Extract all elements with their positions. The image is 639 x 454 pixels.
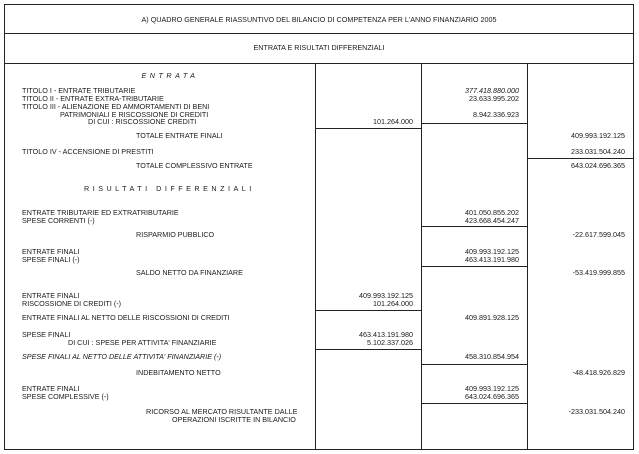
- report-subtitle: ENTRATA E RISULTATI DIFFERENZIALI: [253, 43, 385, 52]
- s1-a-label: ENTRATE TRIBUTARIE ED EXTRATRIBUTARIE: [22, 208, 179, 217]
- s2-a-label: ENTRATE FINALI: [22, 247, 80, 256]
- s1-total-label: RISPARMIO PUBBLICO: [136, 230, 215, 239]
- s5-total-label: INDEBITAMENTO NETTO: [136, 368, 221, 377]
- header-divider-top: [4, 33, 634, 34]
- s6-b-label: SPESE COMPLESSIVE (-): [22, 392, 109, 401]
- s4-a-value: 463.413.191.980: [359, 330, 413, 339]
- column-divider-3: [527, 63, 528, 450]
- s4-b-value: 5.102.337.026: [367, 338, 413, 347]
- s3-a-value: 409.993.192.125: [359, 291, 413, 300]
- s6-total-label-1: RICORSO AL MERCATO RISULTANTE DALLE: [146, 407, 298, 416]
- dicui-value: 101.264.000: [373, 117, 413, 126]
- titolo2-label: TITOLO II - ENTRATE EXTRA-TRIBUTARIE: [22, 94, 164, 103]
- s2-b-value: 463.413.191.980: [465, 255, 519, 264]
- s2-b-label: SPESE FINALI (-): [22, 255, 80, 264]
- totale-finali-label: TOTALE ENTRATE FINALI: [136, 131, 223, 140]
- report-frame: [4, 4, 634, 450]
- s4-total-value: 458.310.854.954: [465, 352, 519, 361]
- s6-total-value: -233.031.504.240: [568, 407, 625, 416]
- s5-total-value: -48.418.926.829: [572, 368, 625, 377]
- s4-total-label: SPESE FINALI AL NETTO DELLE ATTIVITA' FINANZIARIE (-): [22, 352, 222, 361]
- rule-s5: [421, 364, 527, 365]
- titolo3-label-1: TITOLO III - ALIENAZIONE ED AMMORTAMENTI DI BENI: [22, 102, 210, 111]
- s3-b-label: RISCOSSIONE DI CREDITI (-): [22, 299, 122, 308]
- header-divider-bottom: [4, 63, 634, 64]
- totale-finali-value: 409.993.192.125: [571, 131, 625, 140]
- totale-complessivo-value: 643.024.696.365: [571, 161, 625, 170]
- s3-total-value: 409.891.928.125: [465, 313, 519, 322]
- s1-b-value: 423.668.454.247: [465, 216, 519, 225]
- s6-total-label-2: OPERAZIONI ISCRITTE IN BILANCIO: [172, 415, 296, 424]
- titolo3-value: 8.942.336.923: [473, 110, 519, 119]
- totale-complessivo-label: TOTALE COMPLESSIVO ENTRATE: [136, 161, 253, 170]
- s2-total-value: -53.419.999.855: [572, 268, 625, 277]
- s1-total-value: -22.617.599.045: [572, 230, 625, 239]
- s6-a-label: ENTRATE FINALI: [22, 384, 80, 393]
- titolo3-label-2: PATRIMONIALI E RISCOSSIONE DI CREDITI: [60, 110, 209, 119]
- rule-s2: [421, 266, 527, 267]
- titolo1-label: TITOLO I - ENTRATE TRIBUTARIE: [22, 86, 136, 95]
- rule-before-total-finali: [315, 128, 421, 129]
- s3-total-label: ENTRATE FINALI AL NETTO DELLE RISCOSSIONI DI CREDITI: [22, 313, 230, 322]
- risultati-heading: RISULTATI DIFFERENZIALI: [84, 184, 255, 193]
- titolo2-value: 23.633.995.202: [469, 94, 519, 103]
- s3-b-value: 101.264.000: [373, 299, 413, 308]
- s6-a-value: 409.993.192.125: [465, 384, 519, 393]
- dicui-label: DI CUI : RISCOSSIONE CREDITI: [88, 117, 197, 126]
- s4-b-label: DI CUI : SPESE PER ATTIVITA' FINANZIARIE: [68, 338, 217, 347]
- s6-b-value: 643.024.696.365: [465, 392, 519, 401]
- s1-b-label: SPESE CORRENTI (-): [22, 216, 95, 225]
- rule-s4: [315, 349, 421, 350]
- titolo4-label: TITOLO IV - ACCENSIONE DI PRESTITI: [22, 147, 154, 156]
- s2-a-value: 409.993.192.125: [465, 247, 519, 256]
- s4-a-label: SPESE FINALI: [22, 330, 71, 339]
- rule-s1: [421, 226, 527, 227]
- rule-after-titolo4: [527, 158, 634, 159]
- s1-a-value: 401.050.855.202: [465, 208, 519, 217]
- s2-total-label: SALDO NETTO DA FINANZIARE: [136, 268, 243, 277]
- rule-after-titolo3: [421, 123, 527, 124]
- titolo1-value: 377.418.880.000: [465, 86, 519, 95]
- report-title: A) QUADRO GENERALE RIASSUNTIVO DEL BILANCIO DI COMPETENZA PER L'ANNO FINANZIARIO 2005: [141, 15, 497, 24]
- entrata-heading: ENTRATA: [141, 71, 199, 80]
- s3-a-label: ENTRATE FINALI: [22, 291, 80, 300]
- rule-s3: [315, 310, 421, 311]
- rule-s6: [421, 403, 527, 404]
- titolo4-value: 233.031.504.240: [571, 147, 625, 156]
